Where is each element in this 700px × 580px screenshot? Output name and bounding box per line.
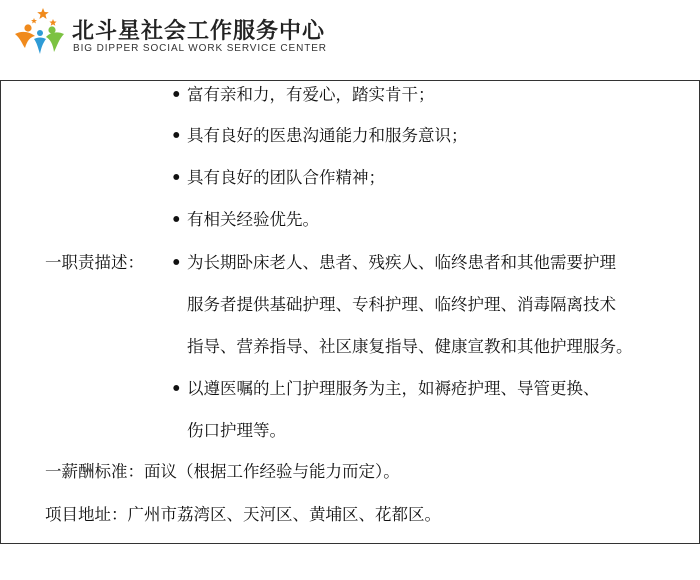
header xyxy=(0,0,700,80)
duties-label: 一职责描述： xyxy=(45,253,144,272)
address-text: 项目地址：广州市荔湾区、天河区、黄埔区、花都区。 xyxy=(45,505,441,524)
big-dipper-logo-icon xyxy=(12,6,70,56)
duties-text-line: 为长期卧床老人、患者、残疾人、临终患者和其他需要护理 xyxy=(187,253,616,272)
requirement-text: 富有亲和力，有爱心，踏实肯干； xyxy=(187,85,435,104)
job-description-box xyxy=(0,80,700,544)
duties-text-line: 伤口护理等。 xyxy=(187,421,286,440)
requirement-text: 具有良好的医患沟通能力和服务意识； xyxy=(187,126,468,145)
bullet-icon: • xyxy=(171,253,182,272)
bullet-icon: • xyxy=(171,379,182,398)
brand-name-en: BIG DIPPER SOCIAL WORK SERVICE CENTER xyxy=(73,43,327,54)
brand-name-cn: 北斗星社会工作服务中心 xyxy=(72,19,326,44)
requirement-text: 具有良好的团队合作精神； xyxy=(187,168,385,187)
requirement-text: 有相关经验优先。 xyxy=(187,210,319,229)
duties-text-line: 服务者提供基础护理、专科护理、临终护理、消毒隔离技术 xyxy=(187,295,616,314)
bullet-icon: • xyxy=(171,210,182,229)
duties-text-line: 以遵医嘱的上门护理服务为主，如褥疮护理、导管更换、 xyxy=(187,379,600,398)
bullet-icon: • xyxy=(171,126,182,145)
bullet-icon: • xyxy=(171,168,182,187)
bullet-icon: • xyxy=(171,85,182,104)
duties-text-line: 指导、营养指导、社区康复指导、健康宣教和其他护理服务。 xyxy=(187,337,633,356)
salary-text: 一薪酬标准：面议（根据工作经验与能力而定）。 xyxy=(45,462,400,481)
